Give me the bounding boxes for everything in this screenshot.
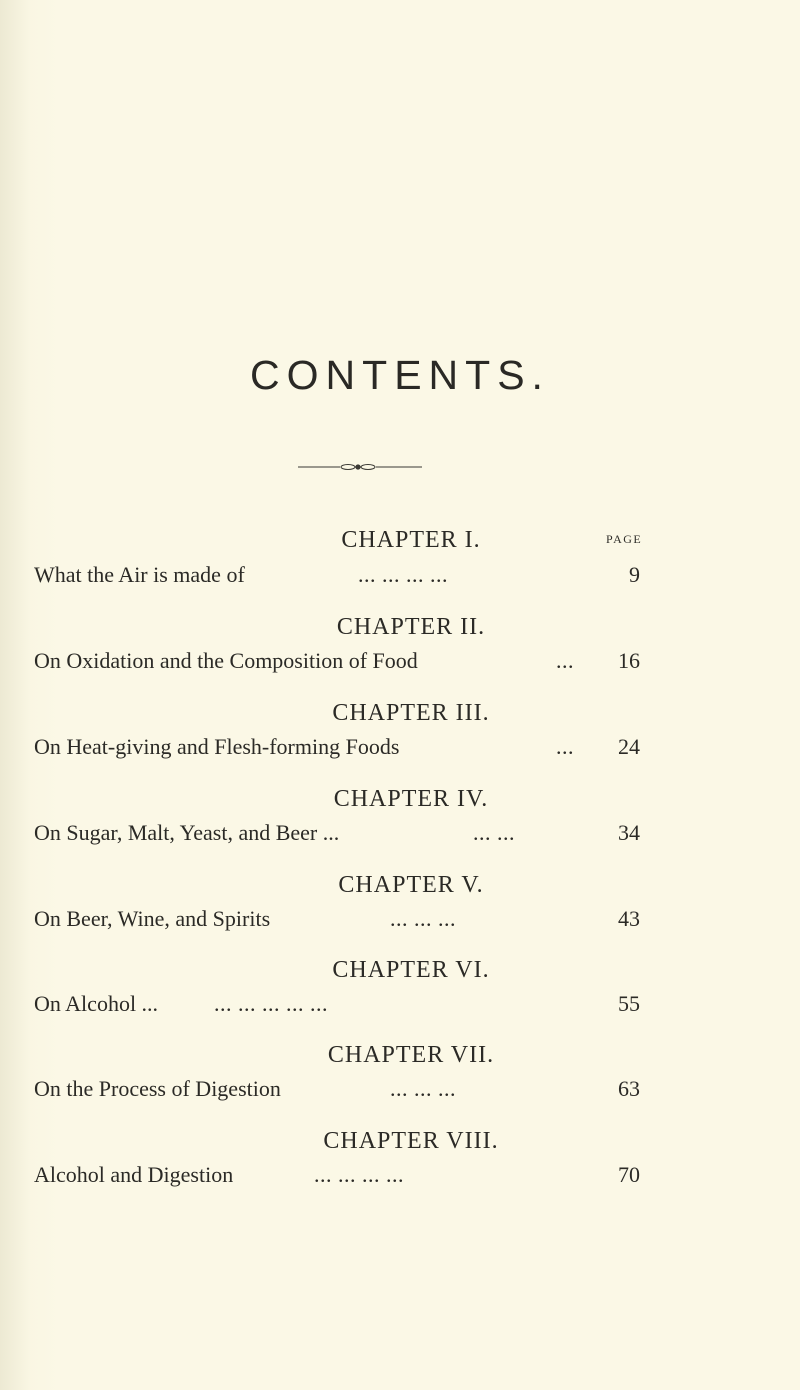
chapter-title: On Alcohol ... xyxy=(34,991,159,1016)
chapter-heading-label: CHAPTER I. xyxy=(341,527,481,553)
page-number: 34 xyxy=(618,820,640,845)
chapter-title: On Beer, Wine, and Spirits xyxy=(34,906,271,931)
chapter-title: On Sugar, Malt, Yeast, and Beer ... xyxy=(34,820,340,845)
chapter-heading xyxy=(0,614,800,641)
dot-leader: ... xyxy=(556,734,574,759)
chapter-heading-label: CHAPTER VI. xyxy=(332,957,490,983)
chapter-title: What the Air is made of xyxy=(34,562,245,587)
dot-leader: ... ... xyxy=(473,820,515,845)
page-number: 16 xyxy=(618,648,640,673)
page-number: 43 xyxy=(618,906,640,931)
page-number: 9 xyxy=(629,562,640,587)
page-number: 70 xyxy=(618,1162,640,1187)
page-number: 24 xyxy=(618,734,640,759)
chapter-heading-label: CHAPTER III. xyxy=(332,700,490,726)
dot-leader: ... ... ... ... ... xyxy=(214,991,328,1016)
chapter-title: On Oxidation and the Composition of Food xyxy=(34,648,418,673)
chapter-heading-label: CHAPTER VIII. xyxy=(323,1128,499,1154)
chapter-heading xyxy=(0,1128,800,1155)
chapter-heading-label: CHAPTER VII. xyxy=(327,1042,495,1068)
chapter-title: On the Process of Digestion xyxy=(34,1076,281,1101)
chapter-title: On Heat-giving and Flesh-forming Foods xyxy=(34,734,400,759)
dot-leader: ... ... ... xyxy=(390,1076,456,1101)
dot-leader: ... ... ... ... xyxy=(314,1162,404,1187)
chapter-heading-label: CHAPTER IV. xyxy=(333,786,489,812)
chapter-heading xyxy=(0,957,800,984)
chapter-heading xyxy=(0,700,800,727)
divider-ornament-icon xyxy=(298,462,422,472)
chapter-heading xyxy=(0,1042,800,1069)
page-title: CONTENTS. xyxy=(250,352,550,398)
chapter-heading-label: CHAPTER II. xyxy=(336,614,486,640)
chapter-heading xyxy=(0,786,800,813)
chapter-title: Alcohol and Digestion xyxy=(34,1162,234,1187)
dot-leader: ... ... ... xyxy=(390,906,456,931)
dot-leader: ... xyxy=(556,648,574,673)
chapter-heading xyxy=(0,527,800,554)
chapter-heading-label: CHAPTER V. xyxy=(338,872,484,898)
page-number: 55 xyxy=(618,991,640,1016)
dot-leader: ... ... ... ... xyxy=(358,562,448,587)
chapter-heading xyxy=(0,872,800,899)
page-column-label: PAGE xyxy=(606,532,643,546)
page-number: 63 xyxy=(618,1076,640,1101)
